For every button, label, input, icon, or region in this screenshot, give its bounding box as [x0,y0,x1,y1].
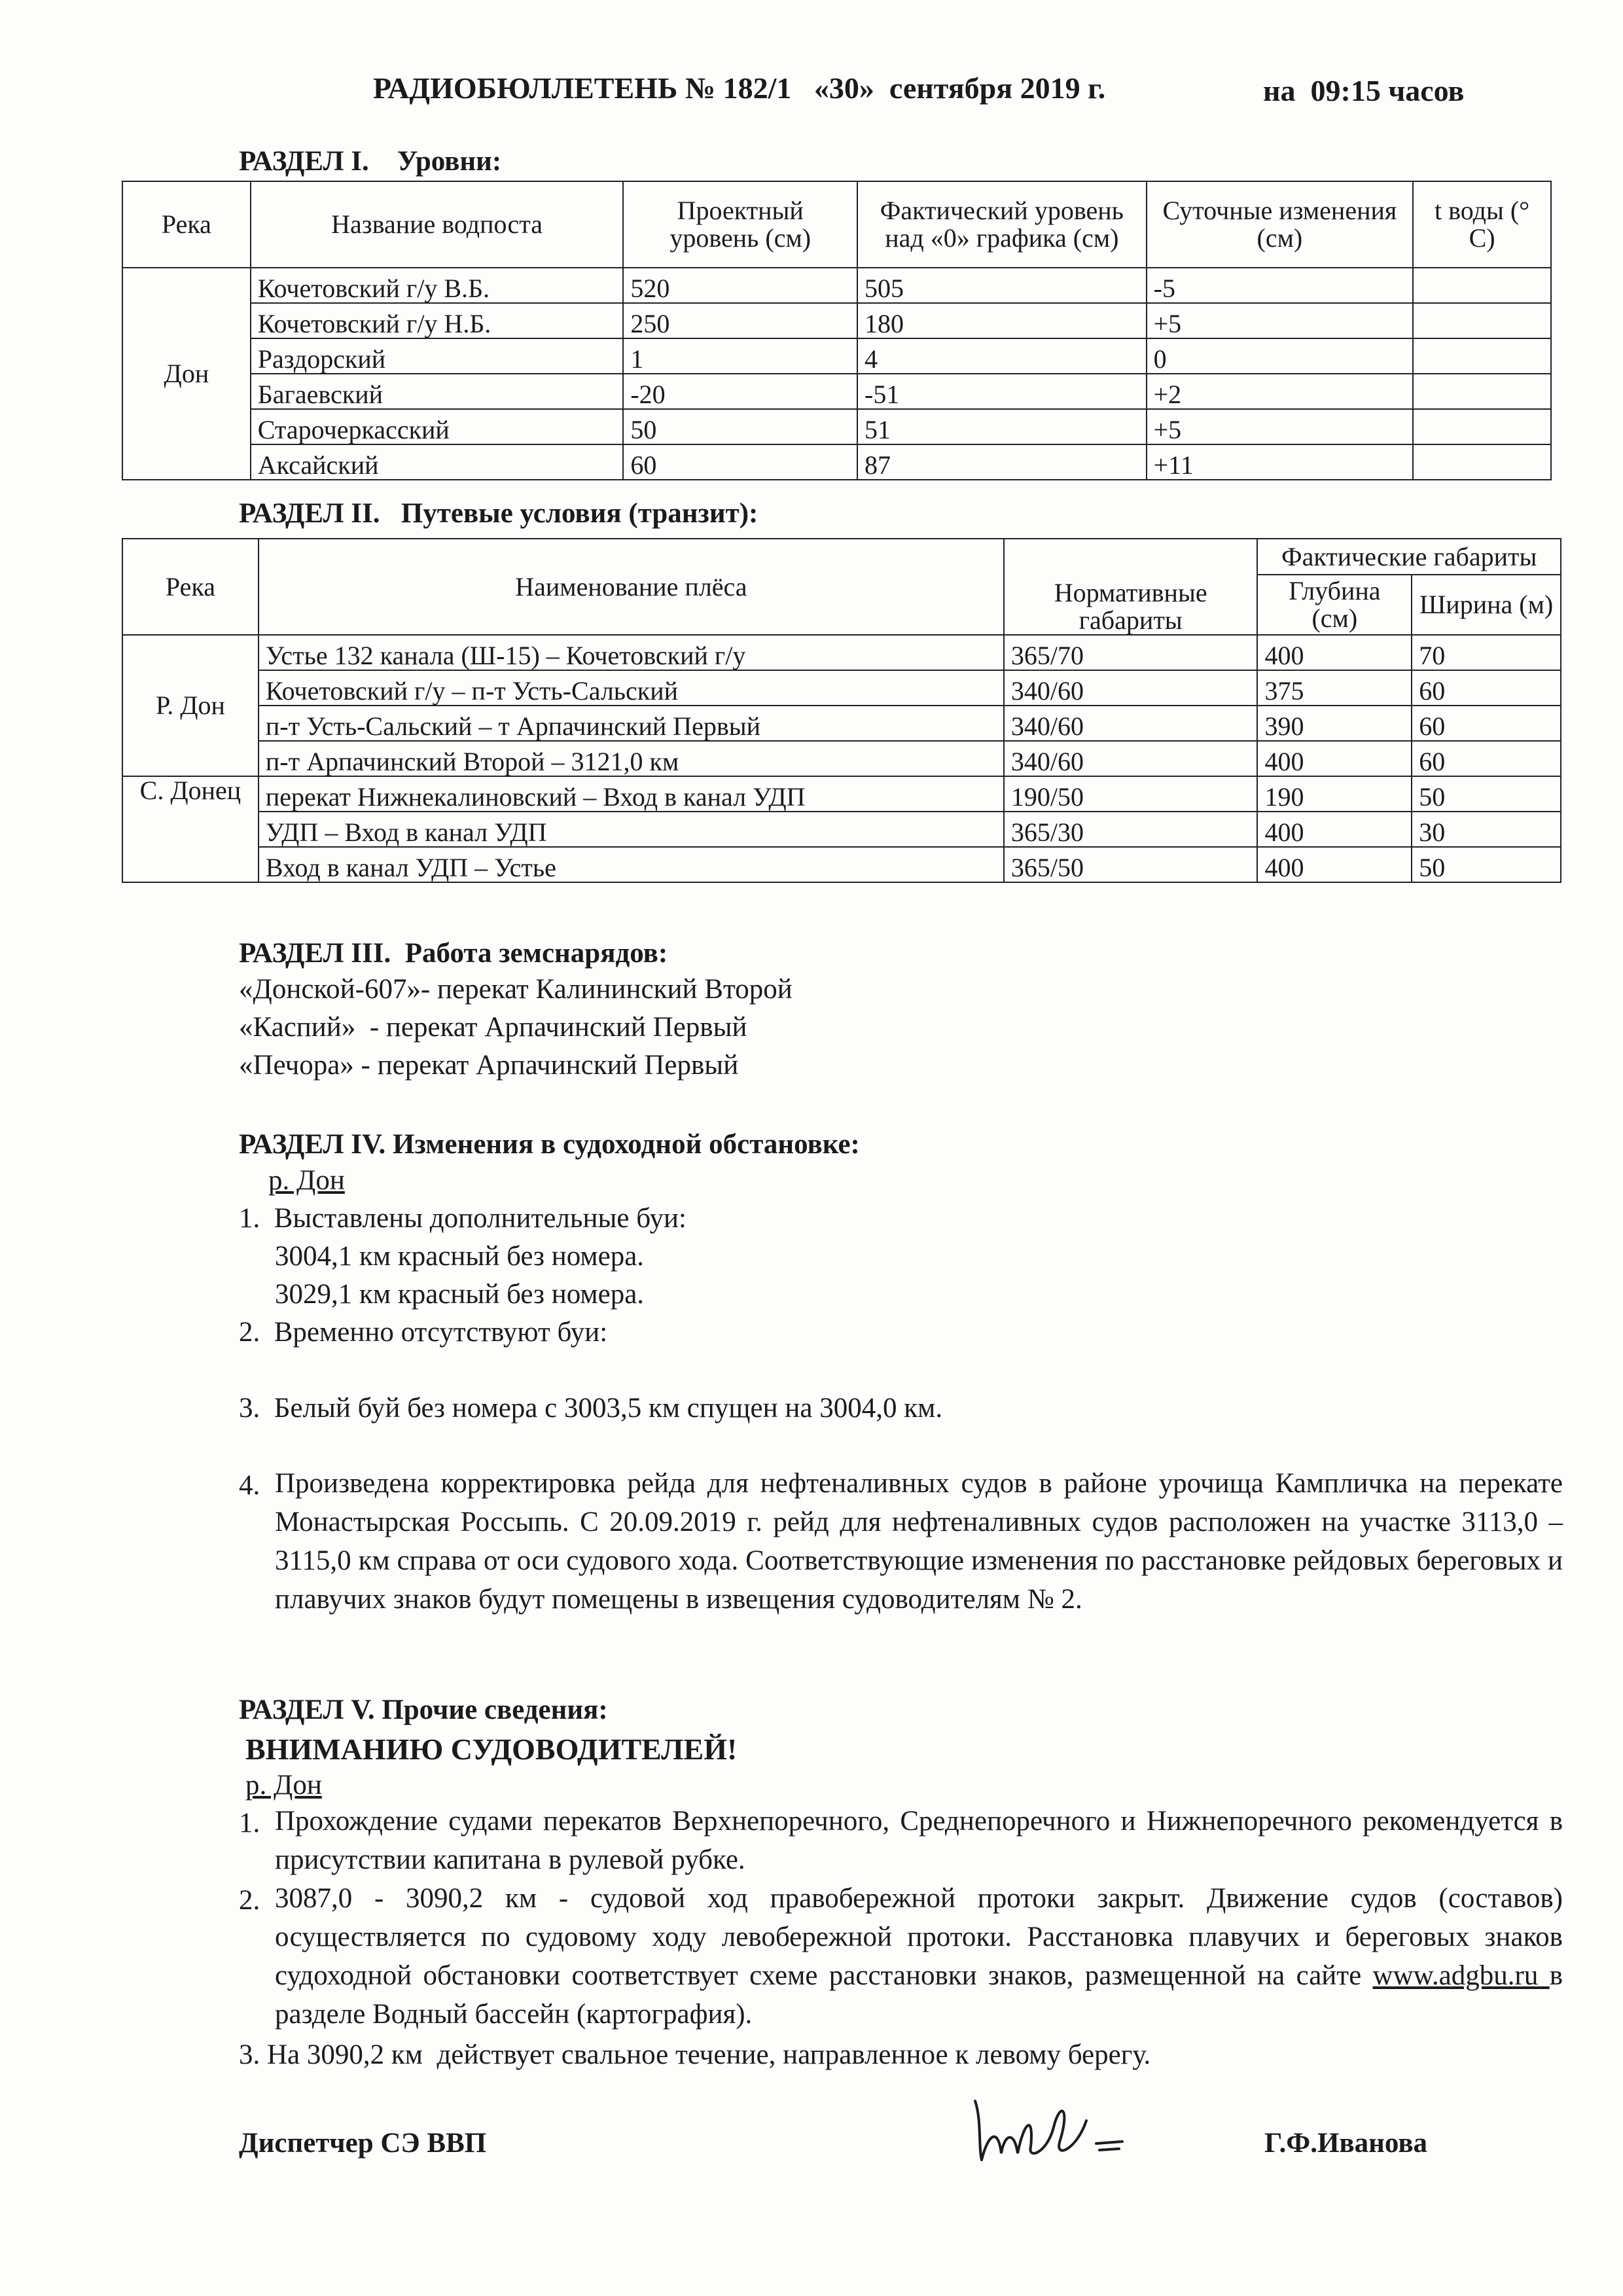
reach-cell: п-т Усть-Сальский – т Арпачинский Первый [259,706,1004,741]
signature-icon [962,2081,1158,2173]
reach-cell: УДП – Вход в канал УДП [259,812,1004,847]
list-item [275,1879,1563,2034]
temp-cell [1413,444,1551,480]
post-cell: Кочетовский г/у В.Б. [251,268,624,303]
design-cell: 250 [623,303,857,338]
change-cell: +5 [1147,303,1414,338]
normative-cell: 365/30 [1004,812,1258,847]
reach-cell: Кочетовский г/у – п-т Усть-Сальский [259,670,1004,706]
dredger-line: «Донской-607»- перекат Калининский Второй [239,974,793,1005]
river-cell: С. Донец [122,776,259,882]
col-river: Река [122,539,259,635]
normative-cell: 190/50 [1004,776,1258,812]
change-cell: 0 [1147,338,1414,374]
normative-cell: 365/70 [1004,635,1258,670]
width-cell: 30 [1412,812,1561,847]
table-row [122,338,1551,374]
normative-cell: 340/60 [1004,706,1258,741]
depth-cell: 390 [1257,706,1412,741]
actual-cell: 180 [857,303,1147,338]
section1-title: РАЗДЕЛ I. Уровни: [239,146,502,177]
width-cell: 50 [1412,776,1561,812]
list-item-number: 1. [239,1808,260,1839]
section5-title: РАЗДЕЛ V. Прочие сведения: [239,1695,608,1725]
depth-cell: 400 [1257,812,1412,847]
col-post: Название водпоста [251,181,624,268]
attention-heading: ВНИМАНИЮ СУДОВОДИТЕЛЕЙ! [245,1732,738,1766]
table-row [122,847,1561,882]
change-cell: +2 [1147,374,1414,409]
col-depth: Глубина (см) [1257,575,1412,635]
temp-cell [1413,303,1551,338]
post-cell: Кочетовский г/у Н.Б. [251,303,624,338]
depth-cell: 400 [1257,635,1412,670]
table-row [122,706,1561,741]
levels-table [122,181,1552,480]
table-row [122,635,1561,670]
route-conditions-table [122,538,1561,883]
normative-cell: 365/50 [1004,847,1258,882]
list-item: 3. Белый буй без номера с 3003,5 км спущен на 3004,0 км. [239,1393,943,1424]
table-row [122,303,1551,338]
col-daily-change: Суточные изменения (см) [1147,181,1414,268]
col-water-temp: t воды (° С) [1413,181,1551,268]
table-row [122,268,1551,303]
reach-cell: перекат Нижнекалиновский – Вход в канал УДП [259,776,1004,812]
river-subheading: р. Дон [245,1770,322,1801]
website-link[interactable]: www.adgbu.ru [1372,1960,1550,1991]
width-cell: 60 [1412,706,1561,741]
river-subheading: р. Дон [268,1165,345,1196]
item-text: в разделе Водный бассейн (картография). [275,1960,1563,2030]
post-cell: Старочеркасский [251,409,624,444]
dredger-line: «Каспий» - перекат Арпачинский Первый [239,1012,747,1043]
actual-cell: -51 [857,374,1147,409]
item-text: 3087,0 - 3090,2 км - судовой ход правобережной протоки закрыт. Движение судов (составов) осуществляется по судовому ходу левобережной протоки. Расстановка плавучих и береговых знаков судоходной обстановки соответствует схеме расстановки знаков, размещенной на сайте [275,1883,1563,1991]
signer-position: Диспетчер СЭ ВВП [239,2128,487,2159]
list-item: Прохождение судами перекатов Верхнепоречного, Среднепоречного и Нижнепоречного рекомендуется в присутствии капитана в рулевой рубке. [275,1806,1563,1875]
reach-cell: п-т Арпачинский Второй – 3121,0 км [259,741,1004,776]
depth-cell: 375 [1257,670,1412,706]
bulletin-time: на 09:15 часов [1263,74,1465,107]
depth-cell: 400 [1257,741,1412,776]
col-actual-level: Фактический уровень над «0» графика (см) [857,181,1147,268]
signer-name: Г.Ф.Иванова [1264,2128,1428,2159]
col-reach: Наименование плёса [259,539,1004,635]
actual-cell: 87 [857,444,1147,480]
list-item-number: 4. [239,1470,260,1501]
design-cell: 520 [623,268,857,303]
bulletin-title: РАДИОБЮЛЛЕТЕНЬ № 182/1 «30» сентября 2019 г. [373,71,1106,105]
change-cell: +11 [1147,444,1414,480]
post-cell: Аксайский [251,444,624,480]
col-design-level: Проектный уровень (см) [623,181,857,268]
width-cell: 50 [1412,847,1561,882]
design-cell: 60 [623,444,857,480]
list-item: Произведена корректировка рейда для нефтеналивных судов в районе урочища Кампличка на перекате Монастырская Россыпь. С 20.09.2019 г. рейд для нефтеналивных судов расположен на участке 3113,0 – 3115,0 км справа от оси судового хода. Соответствующие изменения по расстановке рейдовых береговых и плавучих знаков будут помещены в извещения судоводителям № 2. [275,1468,1563,1615]
table-row [122,741,1561,776]
table-row [122,409,1551,444]
design-cell: 50 [623,409,857,444]
table-row [122,444,1551,480]
width-cell: 60 [1412,670,1561,706]
change-cell: -5 [1147,268,1414,303]
actual-cell: 51 [857,409,1147,444]
post-cell: Раздорский [251,338,624,374]
section3-title: РАЗДЕЛ III. Работа земснарядов: [239,938,668,969]
temp-cell [1413,338,1551,374]
list-item-detail: 3004,1 км красный без номера. [275,1241,645,1272]
col-actual-dimensions: Фактические габариты [1257,539,1561,575]
list-item: 3. На 3090,2 км действует свальное течение, направленное к левому берегу. [239,2039,1151,2070]
design-cell: 1 [623,338,857,374]
table-row [122,374,1551,409]
section2-title: РАЗДЕЛ II. Путевые условия (транзит): [239,498,758,529]
temp-cell [1413,268,1551,303]
temp-cell [1413,409,1551,444]
actual-cell: 4 [857,338,1147,374]
section4-title: РАЗДЕЛ IV. Изменения в судоходной обстановке: [239,1129,860,1160]
temp-cell [1413,374,1551,409]
width-cell: 60 [1412,741,1561,776]
depth-cell: 400 [1257,847,1412,882]
post-cell: Багаевский [251,374,624,409]
table-row [122,670,1561,706]
depth-cell: 190 [1257,776,1412,812]
reach-cell: Вход в канал УДП – Устье [259,847,1004,882]
width-cell: 70 [1412,635,1561,670]
col-river: Река [122,181,251,268]
normative-cell: 340/60 [1004,670,1258,706]
river-cell: Р. Дон [122,635,259,776]
dredger-line: «Печора» - перекат Арпачинский Первый [239,1050,739,1081]
list-item-number: 2. [239,1885,260,1916]
design-cell: -20 [623,374,857,409]
list-item: 1. Выставлены дополнительные буи: [239,1203,687,1234]
change-cell: +5 [1147,409,1414,444]
list-item-detail: 3029,1 км красный без номера. [275,1279,645,1310]
river-cell: Дон [122,268,251,480]
list-item: 2. Временно отсутствуют буи: [239,1317,608,1348]
table-row [122,776,1561,812]
col-normative: Нормативные габариты [1004,539,1258,635]
normative-cell: 340/60 [1004,741,1258,776]
reach-cell: Устье 132 канала (Ш-15) – Кочетовский г/у [259,635,1004,670]
actual-cell: 505 [857,268,1147,303]
table-row [122,812,1561,847]
col-width: Ширина (м) [1412,575,1561,635]
